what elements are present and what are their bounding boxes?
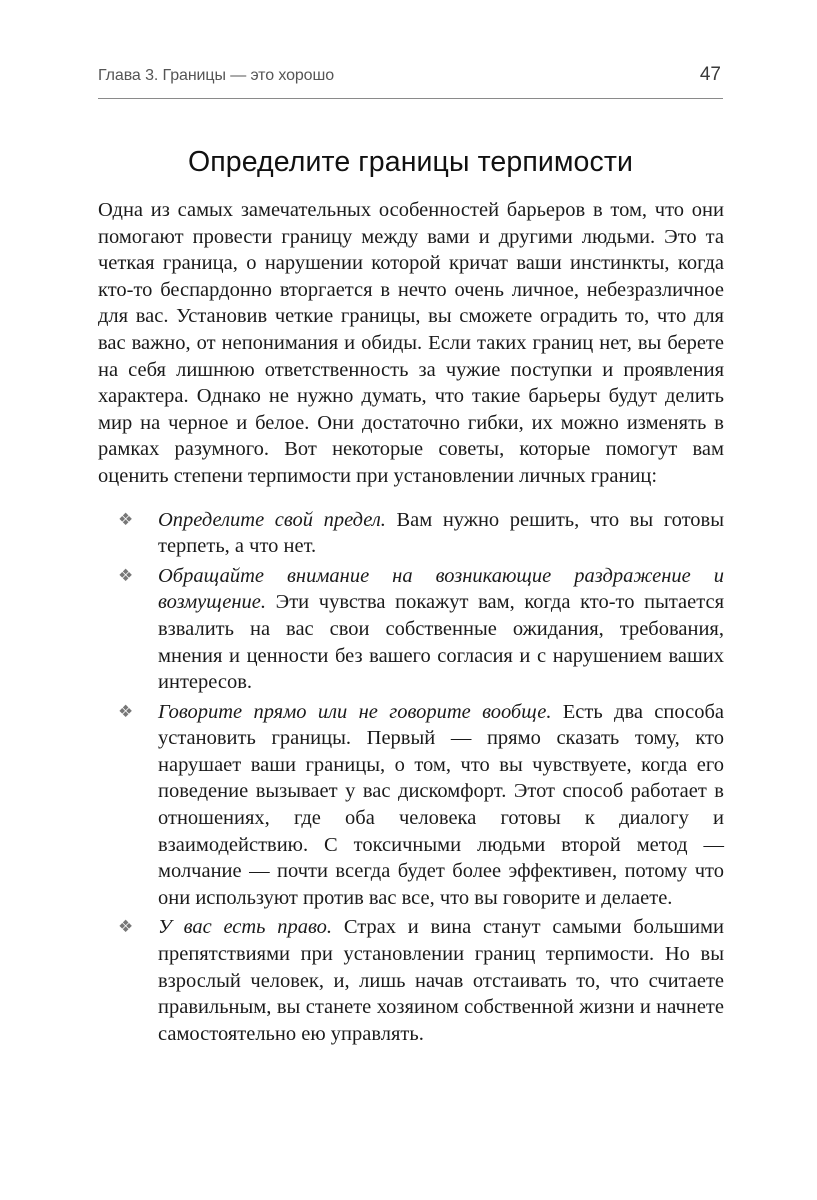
tip-text: Эти чувства покажут вам, когда кто-то пытается взвалить на вас свои собственные ожидания, требования, мнения и ценности без вашего согласия и с нарушением ваших интересов. [158,591,724,694]
chapter-title: Глава 3. Границы — это хорошо [98,67,334,84]
list-item [98,699,724,912]
tip-lead: Говорите прямо или не говорите вообще. [158,700,552,723]
tip-text: Есть два способа установить границы. Первый — прямо сказать тому, кто нарушает ваши границы, о том, что вы чувствуете, когда его поведение вызывает у вас дискомфорт. Этот способ работает в отношениях, где оба человека готовы к диалогу и взаимодействию. С токсичными людьми второй метод — молчание — почти всегда будет более эффективен, потому что они используют против вас все, что вы говорите и делаете. [158,700,724,909]
page-number: 47 [699,64,721,85]
running-head [98,64,723,99]
diamond-bullet-icon: ❖ [118,917,134,938]
tip-lead: Определите свой предел. [158,508,386,531]
list-item [98,914,724,1047]
diamond-bullet-icon: ❖ [118,701,134,722]
tip-lead: У вас есть право. [158,916,333,939]
tip-lead: Обращайте внимание на возникающие раздражение и возмущение. [158,564,724,614]
tips-list [98,507,724,1048]
list-item [98,563,724,696]
body-text [98,197,724,1050]
intro-paragraph: Одна из самых замечательных особенностей барьеров в том, что они помогают провести границу между вами и другими людьми. Это та четкая граница, о нарушении которой кричат ваши инстинкты, когда кто-то беспардонно вторгается в нечто очень личное, небезразличное для вас. Установив четкие границы, вы сможете оградить то, что для вас важно, от непонимания и обиды. Если таких границ нет, вы берете на себя лишнюю ответственность за чужие поступки и проявления характера. Однако не нужно думать, что такие барьеры будут делить мир на черное и белое. Они достаточно гибки, их можно изменять в рамках разумного. Вот некоторые советы, которые помогут вам оценить степени терпимости при установлении личных границ: [98,199,724,487]
tip-text: Вам нужно решить, что вы готовы терпеть, а что нет. [158,508,724,558]
section-heading: Определите границы терпимости [187,146,634,178]
diamond-bullet-icon: ❖ [118,565,134,586]
diamond-bullet-icon: ❖ [118,509,134,530]
list-item [98,507,724,560]
tip-text: Страх и вина станут самыми большими препятствиями при установлении границ терпимости. Но вы взрослый человек, и, лишь начав отстаивать то, что считаете правильным, вы станете хозяином собственной жизни и начнете самостоятельно ею управлять. [158,916,724,1045]
